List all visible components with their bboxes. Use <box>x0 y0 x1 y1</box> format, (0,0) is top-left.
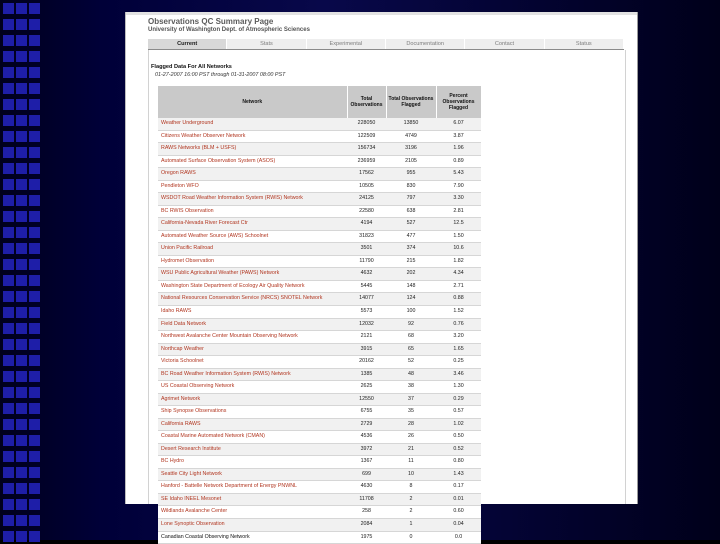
flagged-count-cell: 638 <box>386 205 436 218</box>
total-observations-cell: 3972 <box>347 443 386 456</box>
total-observations-cell: 22580 <box>347 205 386 218</box>
flagged-count-cell: 3196 <box>386 143 436 156</box>
decorative-square <box>16 195 27 206</box>
percent-flagged-cell: 3.46 <box>436 368 481 381</box>
total-observations-cell: 24125 <box>347 193 386 206</box>
decorative-square <box>29 99 40 110</box>
decorative-square <box>3 227 14 238</box>
decorative-square <box>16 515 27 526</box>
table-row <box>158 418 481 431</box>
network-link[interactable]: Victoria Schoolnet <box>158 356 347 369</box>
network-link[interactable]: Wildlands Avalanche Center <box>158 506 347 519</box>
decorative-square <box>16 179 27 190</box>
network-link[interactable]: BC Road Weather Information System (RWIS) Network <box>158 368 347 381</box>
network-link[interactable]: BC Hydro <box>158 456 347 469</box>
decorative-square <box>29 323 40 334</box>
decorative-square <box>29 435 40 446</box>
table-row <box>158 305 481 318</box>
table-row <box>158 130 481 143</box>
flagged-count-cell: 477 <box>386 230 436 243</box>
decorative-square <box>16 531 27 542</box>
percent-flagged-cell: 0.50 <box>436 431 481 444</box>
flagged-count-cell: 28 <box>386 418 436 431</box>
table-row <box>158 205 481 218</box>
decorative-square <box>16 499 27 510</box>
percent-flagged-cell: 0.29 <box>436 393 481 406</box>
decorative-square <box>16 467 27 478</box>
percent-flagged-cell: 0.0 <box>436 531 481 544</box>
total-observations-cell: 11708 <box>347 493 386 506</box>
table-row <box>158 168 481 181</box>
total-observations-cell: 4630 <box>347 481 386 494</box>
table-row <box>158 143 481 156</box>
decorative-square <box>3 147 14 158</box>
network-link[interactable]: Desert Research Institute <box>158 443 347 456</box>
network-link[interactable]: RAWS Networks (BLM + USFS) <box>158 143 347 156</box>
page-subtitle: University of Washington Dept. of Atmospheric Sciences <box>148 27 310 33</box>
column-header-percent: Percent Observations Flagged <box>436 86 481 118</box>
table-row <box>158 193 481 206</box>
decorative-square <box>3 275 14 286</box>
network-link[interactable]: Idaho RAWS <box>158 305 347 318</box>
decorative-square <box>16 323 27 334</box>
table-body <box>158 118 481 544</box>
table-row <box>158 180 481 193</box>
network-link[interactable]: California RAWS <box>158 418 347 431</box>
percent-flagged-cell: 7.90 <box>436 180 481 193</box>
flagged-count-cell: 68 <box>386 331 436 344</box>
decorative-square <box>3 419 14 430</box>
table-row <box>158 456 481 469</box>
table-row <box>158 443 481 456</box>
percent-flagged-cell: 5.43 <box>436 168 481 181</box>
decorative-square <box>3 211 14 222</box>
total-observations-cell: 31823 <box>347 230 386 243</box>
network-link[interactable]: Pendleton WFO <box>158 180 347 193</box>
flagged-count-cell: 955 <box>386 168 436 181</box>
total-observations-cell: 1385 <box>347 368 386 381</box>
decorative-square <box>3 163 14 174</box>
decorative-square <box>29 403 40 414</box>
decorative-square <box>3 179 14 190</box>
decorative-square <box>16 451 27 462</box>
decorative-square <box>16 147 27 158</box>
flagged-count-cell: 0 <box>386 531 436 544</box>
total-observations-cell: 12550 <box>347 393 386 406</box>
decorative-square <box>16 275 27 286</box>
table-row <box>158 468 481 481</box>
total-observations-cell: 3501 <box>347 243 386 256</box>
decorative-square <box>3 499 14 510</box>
total-observations-cell: 4194 <box>347 218 386 231</box>
percent-flagged-cell: 0.04 <box>436 519 481 532</box>
total-observations-cell: 3915 <box>347 343 386 356</box>
decorative-square <box>16 355 27 366</box>
total-observations-cell: 5445 <box>347 280 386 293</box>
decorative-square <box>3 531 14 542</box>
network-link[interactable]: Seattle City Light Network <box>158 468 347 481</box>
tab-contact[interactable]: Contact <box>465 39 544 49</box>
percent-flagged-cell: 2.81 <box>436 205 481 218</box>
table-row <box>158 343 481 356</box>
decorative-square <box>29 339 40 350</box>
flagged-count-cell: 11 <box>386 456 436 469</box>
percent-flagged-cell: 12.5 <box>436 218 481 231</box>
page-title: Observations QC Summary Page <box>148 17 274 26</box>
decorative-square <box>3 451 14 462</box>
decorative-square <box>3 515 14 526</box>
percent-flagged-cell: 6.07 <box>436 118 481 130</box>
flagged-count-cell: 48 <box>386 368 436 381</box>
decorative-square <box>3 51 14 62</box>
tab-current[interactable]: Current <box>148 39 227 49</box>
column-header-total: Total Observations <box>347 86 386 118</box>
flagged-count-cell: 37 <box>386 393 436 406</box>
network-link[interactable]: WSDOT Road Weather Information System (RWIS) Network <box>158 193 347 206</box>
percent-flagged-cell: 1.65 <box>436 343 481 356</box>
decorative-square <box>29 3 40 14</box>
percent-flagged-cell: 0.01 <box>436 493 481 506</box>
tab-documentation[interactable]: Documentation <box>386 39 465 49</box>
table-row <box>158 531 481 544</box>
total-observations-cell: 14077 <box>347 293 386 306</box>
decorative-square <box>3 67 14 78</box>
total-observations-cell: 17562 <box>347 168 386 181</box>
table-row <box>158 318 481 331</box>
table-row <box>158 243 481 256</box>
decorative-square <box>29 291 40 302</box>
percent-flagged-cell: 4.34 <box>436 268 481 281</box>
flagged-count-cell: 4749 <box>386 130 436 143</box>
decorative-square <box>3 131 14 142</box>
column-header-network: Network <box>158 86 347 118</box>
decorative-square <box>29 195 40 206</box>
flagged-count-cell: 26 <box>386 431 436 444</box>
flagged-count-cell: 8 <box>386 481 436 494</box>
percent-flagged-cell: 3.87 <box>436 130 481 143</box>
table-row <box>158 381 481 394</box>
total-observations-cell: 4536 <box>347 431 386 444</box>
table-row <box>158 280 481 293</box>
decorative-square <box>16 163 27 174</box>
total-observations-cell: 156734 <box>347 143 386 156</box>
network-link[interactable]: Agrimet Network <box>158 393 347 406</box>
decorative-square <box>3 467 14 478</box>
table-row <box>158 293 481 306</box>
date-range: 01-27-2007 16:00 PST through 01-31-2007 08:00 PST <box>155 72 286 78</box>
network-link[interactable]: Northcap Weather <box>158 343 347 356</box>
decorative-square <box>16 291 27 302</box>
total-observations-cell: 699 <box>347 468 386 481</box>
decorative-square <box>3 3 14 14</box>
decorative-square <box>16 51 27 62</box>
decorative-square <box>29 163 40 174</box>
table-row <box>158 493 481 506</box>
total-observations-cell: 258 <box>347 506 386 519</box>
decorative-square <box>16 99 27 110</box>
total-observations-cell: 228050 <box>347 118 386 130</box>
percent-flagged-cell: 0.60 <box>436 506 481 519</box>
decorative-square <box>3 339 14 350</box>
percent-flagged-cell: 3.30 <box>436 193 481 206</box>
decorative-square <box>29 227 40 238</box>
decorative-square <box>29 499 40 510</box>
total-observations-cell: 1975 <box>347 531 386 544</box>
decorative-square <box>29 371 40 382</box>
decorative-square <box>29 515 40 526</box>
decorative-square <box>3 355 14 366</box>
decorative-square <box>29 67 40 78</box>
decorative-square <box>29 147 40 158</box>
percent-flagged-cell: 0.88 <box>436 293 481 306</box>
decorative-square <box>3 371 14 382</box>
section-title: Flagged Data For All Networks <box>151 64 232 70</box>
flagged-count-cell: 2 <box>386 493 436 506</box>
total-observations-cell: 11790 <box>347 255 386 268</box>
decorative-square <box>29 51 40 62</box>
decorative-square <box>3 291 14 302</box>
total-observations-cell: 2625 <box>347 381 386 394</box>
tab-bar <box>148 39 624 50</box>
total-observations-cell: 2729 <box>347 418 386 431</box>
flagged-count-cell: 65 <box>386 343 436 356</box>
percent-flagged-cell: 1.50 <box>436 230 481 243</box>
decorative-square <box>16 483 27 494</box>
network-link[interactable]: California-Nevada River Forecast Ctr <box>158 218 347 231</box>
decorative-square <box>3 259 14 270</box>
table-row <box>158 519 481 532</box>
decorative-square <box>3 483 14 494</box>
total-observations-cell: 122509 <box>347 130 386 143</box>
decorative-square <box>16 387 27 398</box>
tab-experimental[interactable]: Experimental <box>307 39 386 49</box>
percent-flagged-cell: 3.20 <box>436 331 481 344</box>
percent-flagged-cell: 0.57 <box>436 406 481 419</box>
percent-flagged-cell: 0.25 <box>436 356 481 369</box>
decorative-square <box>3 387 14 398</box>
decorative-square <box>29 259 40 270</box>
decorative-square <box>16 259 27 270</box>
decorative-square <box>3 195 14 206</box>
table-row <box>158 406 481 419</box>
network-link[interactable]: Washington State Department of Ecology Air Quality Network <box>158 280 347 293</box>
decorative-square <box>16 307 27 318</box>
total-observations-cell: 2121 <box>347 331 386 344</box>
network-link[interactable]: Citizens Weather Observer Network <box>158 130 347 143</box>
network-link[interactable]: WSU Public Agricultural Weather (PAWS) Network <box>158 268 347 281</box>
flagged-count-cell: 148 <box>386 280 436 293</box>
percent-flagged-cell: 10.6 <box>436 243 481 256</box>
total-observations-cell: 2084 <box>347 519 386 532</box>
total-observations-cell: 5573 <box>347 305 386 318</box>
decorative-square <box>16 339 27 350</box>
flagged-data-table <box>158 86 482 544</box>
decorative-square <box>3 323 14 334</box>
decorative-square <box>16 67 27 78</box>
table-header-row <box>158 86 481 118</box>
column-header-flagged: Total Observations Flagged <box>386 86 436 118</box>
network-link[interactable]: Field Data Network <box>158 318 347 331</box>
table-row <box>158 331 481 344</box>
flagged-count-cell: 527 <box>386 218 436 231</box>
table-row <box>158 255 481 268</box>
network-link[interactable]: Northwest Avalanche Center Mountain Observing Network <box>158 331 347 344</box>
flagged-count-cell: 1 <box>386 519 436 532</box>
percent-flagged-cell: 2.71 <box>436 280 481 293</box>
flagged-count-cell: 2 <box>386 506 436 519</box>
table-row <box>158 118 481 130</box>
decorative-square <box>16 3 27 14</box>
percent-flagged-cell: 1.43 <box>436 468 481 481</box>
decorative-square <box>29 83 40 94</box>
percent-flagged-cell: 1.02 <box>436 418 481 431</box>
tab-stats[interactable]: Stats <box>227 39 306 49</box>
table-row <box>158 506 481 519</box>
decorative-square <box>29 355 40 366</box>
decorative-square <box>3 403 14 414</box>
percent-flagged-cell: 1.96 <box>436 143 481 156</box>
percent-flagged-cell: 0.17 <box>436 481 481 494</box>
decorative-square <box>29 243 40 254</box>
decorative-square <box>29 531 40 542</box>
network-link[interactable]: Oregon RAWS <box>158 168 347 181</box>
total-observations-cell: 10505 <box>347 180 386 193</box>
decorative-square <box>16 19 27 30</box>
decorative-square <box>29 179 40 190</box>
flagged-count-cell: 797 <box>386 193 436 206</box>
flagged-count-cell: 13850 <box>386 118 436 130</box>
percent-flagged-cell: 0.80 <box>436 456 481 469</box>
decorative-square <box>16 35 27 46</box>
network-link[interactable]: Lone Synoptic Observation <box>158 519 347 532</box>
table-row <box>158 393 481 406</box>
decorative-square <box>3 35 14 46</box>
table-row <box>158 356 481 369</box>
decorative-square <box>29 211 40 222</box>
network-link[interactable]: BC RWIS Observation <box>158 205 347 218</box>
flagged-count-cell: 124 <box>386 293 436 306</box>
percent-flagged-cell: 1.52 <box>436 305 481 318</box>
network-link[interactable]: Automated Surface Observation System (ASOS) <box>158 155 347 168</box>
window-top-bar <box>126 12 637 15</box>
flagged-count-cell: 374 <box>386 243 436 256</box>
decorative-square <box>29 19 40 30</box>
flagged-count-cell: 52 <box>386 356 436 369</box>
decorative-square <box>16 227 27 238</box>
flagged-count-cell: 215 <box>386 255 436 268</box>
flagged-count-cell: 100 <box>386 305 436 318</box>
percent-flagged-cell: 1.30 <box>436 381 481 394</box>
network-link[interactable]: Hydromet Observation <box>158 255 347 268</box>
percent-flagged-cell: 0.76 <box>436 318 481 331</box>
flagged-count-cell: 92 <box>386 318 436 331</box>
total-observations-cell: 20162 <box>347 356 386 369</box>
decorative-square <box>3 307 14 318</box>
total-observations-cell: 12032 <box>347 318 386 331</box>
decorative-square <box>29 115 40 126</box>
decorative-square <box>29 451 40 462</box>
flagged-count-cell: 38 <box>386 381 436 394</box>
decorative-square <box>29 307 40 318</box>
flagged-count-cell: 202 <box>386 268 436 281</box>
flagged-count-cell: 21 <box>386 443 436 456</box>
network-link[interactable]: Coastal Marine Automated Network (CMAN) <box>158 431 347 444</box>
decorative-square <box>16 403 27 414</box>
decorative-square <box>3 243 14 254</box>
decorative-square <box>16 371 27 382</box>
network-link[interactable]: National Resources Conservation Service (NRCS) SNOTEL Network <box>158 293 347 306</box>
network-link[interactable]: Ship Synopse Observations <box>158 406 347 419</box>
decorative-square <box>29 387 40 398</box>
decorative-square <box>29 483 40 494</box>
network-link[interactable]: Weather Underground <box>158 118 347 130</box>
table-row <box>158 481 481 494</box>
percent-flagged-cell: 0.89 <box>436 155 481 168</box>
network-link[interactable]: Hanford - Battelle Network Department of Energy PNWNL <box>158 481 347 494</box>
table-row <box>158 230 481 243</box>
tab-status[interactable]: Status <box>545 39 624 49</box>
decorative-square <box>3 83 14 94</box>
decorative-square <box>3 99 14 110</box>
network-link[interactable]: Automated Weather Source (AWS) Schoolnet <box>158 230 347 243</box>
table-row <box>158 218 481 231</box>
decorative-square <box>16 115 27 126</box>
decorative-square <box>29 275 40 286</box>
percent-flagged-cell: 1.82 <box>436 255 481 268</box>
decorative-square <box>16 131 27 142</box>
decorative-square <box>16 83 27 94</box>
table-row <box>158 431 481 444</box>
decorative-square <box>29 131 40 142</box>
decorative-square <box>16 419 27 430</box>
decorative-square <box>29 419 40 430</box>
total-observations-cell: 236959 <box>347 155 386 168</box>
decorative-square <box>16 211 27 222</box>
flagged-count-cell: 830 <box>386 180 436 193</box>
decorative-square <box>29 35 40 46</box>
table-row <box>158 155 481 168</box>
decorative-square <box>16 435 27 446</box>
total-observations-cell: 1367 <box>347 456 386 469</box>
total-observations-cell: 6755 <box>347 406 386 419</box>
table-row <box>158 368 481 381</box>
decorative-square <box>3 435 14 446</box>
decorative-square <box>29 467 40 478</box>
total-observations-cell: 4632 <box>347 268 386 281</box>
network-link[interactable]: Union Pacific Railroad <box>158 243 347 256</box>
flagged-count-cell: 10 <box>386 468 436 481</box>
flagged-count-cell: 35 <box>386 406 436 419</box>
network-link[interactable]: US Coastal Observing Network <box>158 381 347 394</box>
decorative-square <box>3 115 14 126</box>
decorative-square <box>3 19 14 30</box>
flagged-count-cell: 2105 <box>386 155 436 168</box>
network-link[interactable]: SE Idaho INEEL Mesonet <box>158 493 347 506</box>
percent-flagged-cell: 0.52 <box>436 443 481 456</box>
decorative-square <box>16 243 27 254</box>
table-row <box>158 268 481 281</box>
network-link[interactable]: Canadian Coastal Observing Network <box>158 531 347 544</box>
